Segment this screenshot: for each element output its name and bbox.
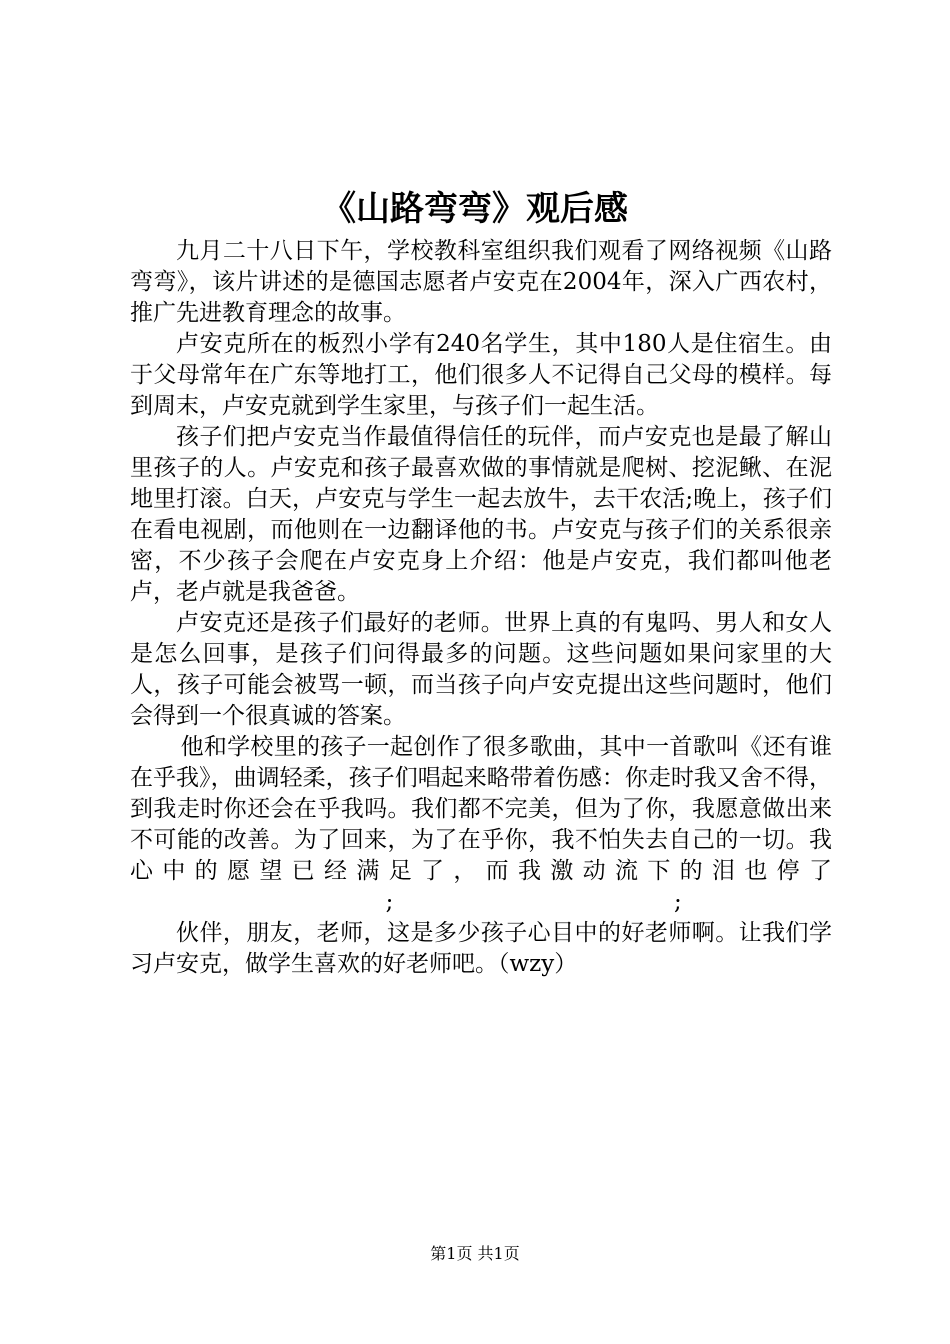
trailing-mark-1: ; (385, 889, 394, 915)
paragraph-5-text: 他和学校里的孩子一起创作了很多歌曲，其中一首歌叫《还有谁在乎我》，曲调轻柔，孩子们唱起来略带着伤感：你走时我又舍不得，到我走时你还会在乎我吗。我们都不完美，但为了你，我愿意做出来不可能的改善。为了回来，为了在乎你，我不怕失去自己的一切。我心中的愿望已经满足了，而我激动流下的泪也停了 (130, 734, 832, 884)
paragraph-1: 九月二十八日下午，学校教科室组织我们观看了网络视频《山路弯弯》，该片讲述的是德国志愿者卢安克在2004年，深入广西农村，推广先进教育理念的故事。 (130, 238, 832, 326)
document-title: 《山路弯弯》观后感 (322, 189, 628, 229)
paragraph-5 (130, 732, 832, 918)
paragraph-4: 卢安克还是孩子们最好的老师。世界上真的有鬼吗、男人和女人是怎么回事，是孩子们问得最多的问题。这些问题如果问家里的大人，孩子可能会被骂一顿，而当孩子向卢安克提出这些问题时，他们会得到一个很真诚的答案。 (130, 610, 832, 729)
paragraph-3: 孩子们把卢安克当作最值得信任的玩伴，而卢安克也是最了解山里孩子的人。卢安克和孩子最喜欢做的事情就是爬树、挖泥鳅、在泥地里打滚。白天，卢安克与学生一起去放牛，去干农活;晚上，孩子们在看电视剧，而他则在一边翻译他的书。卢安克与孩子们的关系很亲密，不少孩子会爬在卢安克身上介绍：他是卢安克，我们都叫他老卢，老卢就是我爸爸。 (130, 424, 832, 605)
document-body (130, 236, 832, 980)
trailing-mark-2: ; (673, 889, 682, 915)
page-number-footer: 第1页 共1页 (430, 1244, 520, 1263)
paragraph-6: 伙伴，朋友，老师，这是多少孩子心目中的好老师啊。让我们学习卢安克，做学生喜欢的好老师吧。（wzy） (130, 920, 832, 977)
paragraph-2: 卢安克所在的板烈小学有240名学生，其中180人是住宿生。由于父母常年在广东等地打工，他们很多人不记得自己父母的模样。每到周末，卢安克就到学生家里，与孩子们一起生活。 (130, 331, 832, 419)
